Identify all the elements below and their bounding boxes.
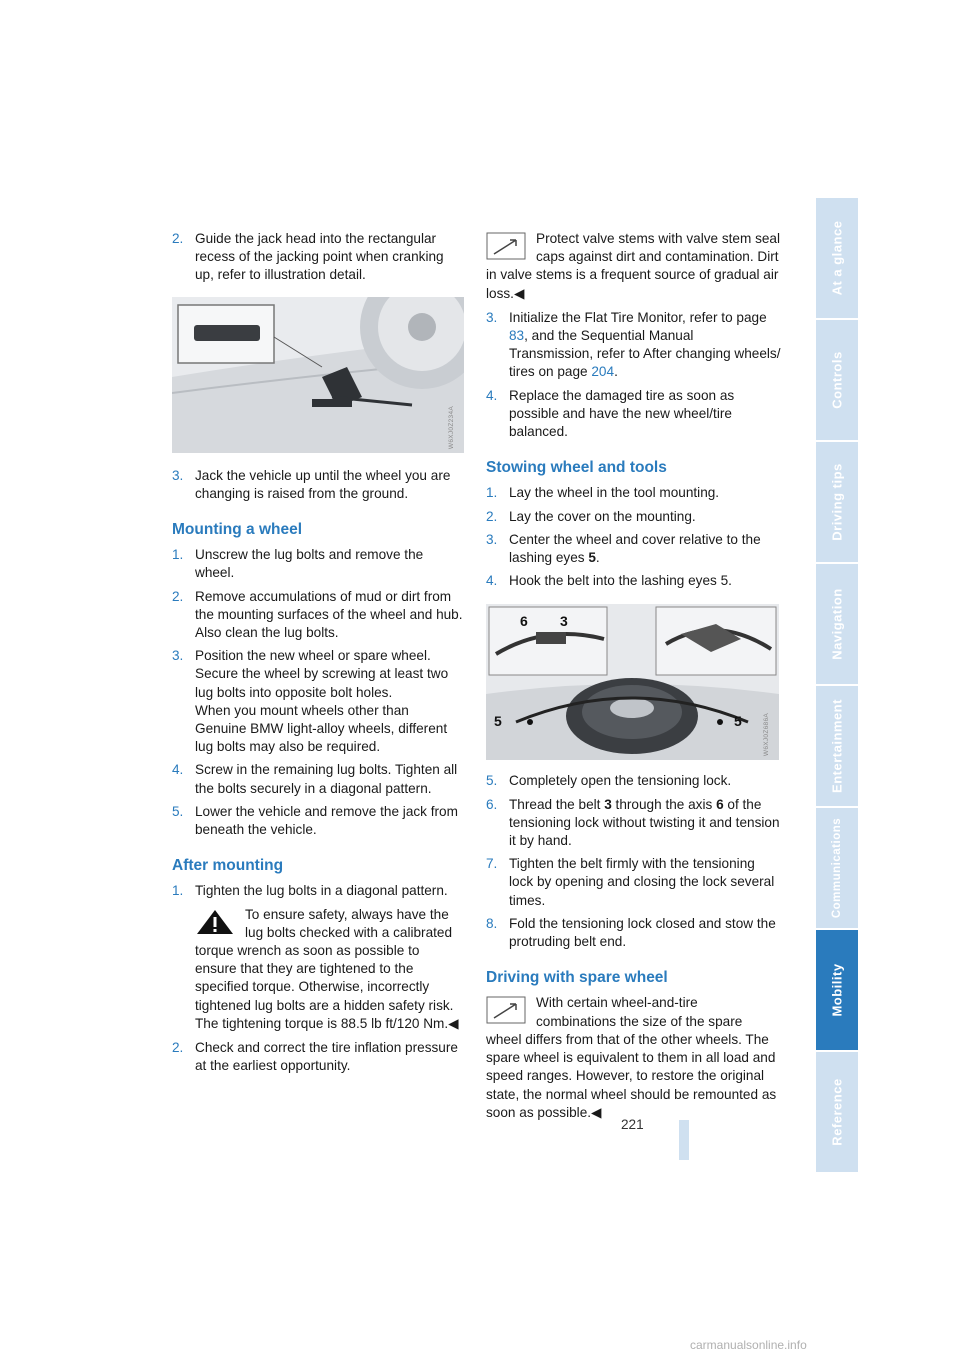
step-text: Jack the vehicle up until the wheel you are changing is raised from the ground. — [195, 467, 451, 501]
mount-step-4 — [172, 761, 464, 797]
mount-step-3 — [172, 647, 464, 756]
step-text: Remove accumulations of mud or dirt from the mounting surfaces of the wheel and hub. Also clean the lug bolts. — [195, 588, 463, 641]
page-number: 221 — [621, 1117, 644, 1132]
step-number: 4. — [486, 573, 498, 589]
tab-reference[interactable] — [816, 1052, 858, 1174]
step-number: 3. — [172, 648, 184, 664]
tab-label: Navigation — [829, 588, 845, 660]
warning-text: To ensure safety, always have the lug bolts checked with a calibrated torque wrench as soon as possible to ensure that they are tightened to the specified torque. Otherwise, incorrectly tightened lug bolts are a hidden safety risk. The tightening torque is 88.5 lb ft/120 Nm.◀ — [195, 906, 459, 1031]
mounting-heading: Mounting a wheel — [172, 521, 303, 539]
right-column — [486, 230, 781, 1128]
step-number: 2. — [486, 508, 498, 524]
step-text-extra: When you mount wheels other than Genuine BMW light-alloy wheels, different lug bolts may also be required. — [195, 702, 448, 755]
note-text: With certain wheel-and-tire combinations the size of the spare wheel differs from that of the other wheels. The spare wheel is equivalent to them in all load and speed ranges. However, to restore the original state, the normal wheel should be remounted as soon as possible.◀ — [486, 995, 777, 1120]
spare-wheel-note — [486, 994, 781, 1121]
tab-label: Entertainment — [829, 699, 845, 793]
tab-label: At a glance — [829, 220, 845, 296]
safety-warning — [195, 906, 464, 1033]
figure-code: W6XJ0Z234A — [447, 405, 455, 449]
tab-mobility[interactable] — [816, 930, 858, 1052]
step-number: 2. — [172, 231, 184, 246]
tab-label: Reference — [829, 1078, 845, 1146]
spare-wheel-illustration — [486, 604, 779, 760]
tension-step-8 — [486, 915, 781, 951]
after-mounting-heading: After mounting — [172, 857, 284, 875]
jack-illustration-svg — [172, 297, 464, 453]
step-text — [195, 647, 464, 756]
mount-step-2 — [172, 588, 464, 643]
chapter-sidebar — [816, 198, 858, 1174]
spare-wheel-svg — [486, 604, 779, 760]
step-text: Completely open the tensioning lock. — [509, 773, 732, 789]
note-text: Protect valve stems with valve stem seal caps against dirt and contamination. Dirt in valve stems is a frequent source of gradual air loss.◀ — [486, 231, 781, 301]
text-part: Thread the belt — [509, 796, 605, 812]
step-text: Fold the tensioning lock closed and stow the protruding belt end. — [509, 915, 776, 950]
watermark-text: carmanualsonline.info — [690, 1338, 807, 1352]
mount-step-1 — [172, 546, 464, 582]
page-number-bar — [679, 1120, 689, 1160]
step-text: Replace the damaged tire as soon as possible and have the new wheel/tire balanced. — [509, 387, 735, 440]
text-part: . — [595, 550, 600, 566]
step-number: 4. — [172, 762, 184, 778]
tab-label: Communications — [831, 817, 843, 919]
spare-wheel-heading: Driving with spare wheel — [486, 969, 668, 987]
text-part: of the tensioning lock without twisting it and tension it by hand. — [509, 796, 780, 849]
step-text: Hook the belt into the lashing eyes 5. — [509, 573, 732, 589]
tab-entertainment[interactable] — [816, 686, 858, 808]
tension-step-6 — [486, 796, 781, 851]
left-column — [172, 230, 464, 1081]
step-text — [509, 309, 781, 382]
step-number: 8. — [486, 915, 498, 931]
label-6: 6 — [520, 613, 528, 630]
step-number: 2. — [172, 588, 184, 604]
text-part: Initialize the Flat Tire Monitor, refer to page — [509, 309, 767, 325]
step-text: Lay the wheel in the tool mounting. — [509, 485, 720, 501]
warning-triangle-icon — [195, 908, 235, 936]
jack-illustration — [172, 297, 464, 453]
stow-step-1 — [486, 484, 781, 502]
step-number: 3. — [486, 531, 498, 547]
bold-ref: 3 — [604, 796, 612, 812]
label-3: 3 — [560, 613, 568, 630]
step-number: 6. — [486, 796, 498, 812]
tab-label: Mobility — [829, 963, 845, 1017]
text-part: through the axis — [611, 796, 717, 812]
label-5-left: 5 — [494, 713, 502, 730]
step-text-main: Position the new wheel or spare wheel. Secure the wheel by screwing at least two lug bolts into opposite bolt holes. — [195, 648, 449, 700]
step-text: Lay the cover on the mounting. — [509, 508, 696, 524]
mount-step-5 — [172, 803, 464, 839]
step-number: 4. — [486, 387, 498, 403]
note-arrow-icon — [486, 232, 526, 260]
tab-driving-tips[interactable] — [816, 442, 858, 564]
jack-step-3 — [172, 467, 464, 503]
step-text: Unscrew the lug bolts and remove the wheel. — [195, 547, 424, 581]
stow-step-2 — [486, 508, 781, 526]
tab-at-a-glance[interactable] — [816, 198, 858, 320]
step-number: 3. — [172, 467, 184, 483]
tab-controls[interactable] — [816, 320, 858, 442]
bold-ref: 5 — [588, 550, 596, 566]
right-step-3 — [486, 309, 781, 382]
step-text: Lower the vehicle and remove the jack from beneath the vehicle. — [195, 803, 458, 838]
step-number: 1. — [172, 547, 184, 563]
jack-step-2 — [172, 230, 464, 285]
bold-ref: 6 — [716, 796, 724, 812]
step-number: 5. — [486, 773, 498, 789]
step-text — [509, 796, 781, 851]
tab-label: Driving tips — [829, 463, 845, 541]
tension-step-7 — [486, 855, 781, 910]
stow-step-4 — [486, 572, 781, 590]
step-text: Screw in the remaining lug bolts. Tighten all the bolts securely in a diagonal pattern. — [195, 762, 458, 796]
right-step-4 — [486, 387, 781, 442]
figure-code: W6XJ0Z686A — [762, 713, 770, 757]
step-number: 1. — [486, 485, 498, 501]
step-number: 7. — [486, 856, 498, 872]
stowing-heading: Stowing wheel and tools — [486, 459, 667, 477]
step-number: 3. — [486, 309, 498, 325]
tab-navigation[interactable] — [816, 564, 858, 686]
step-number: 5. — [172, 803, 184, 819]
tab-communications[interactable] — [816, 808, 858, 930]
label-5-right: 5 — [734, 713, 742, 730]
step-text: Check and correct the tire inflation pressure at the earliest opportunity. — [195, 1040, 458, 1074]
valve-note — [486, 230, 781, 303]
step-number: 1. — [172, 883, 184, 899]
text-part: Center the wheel and cover relative to the lashing eyes — [509, 531, 761, 566]
step-text: Tighten the lug bolts in a diagonal pattern. — [195, 883, 448, 899]
step-number: 2. — [172, 1040, 184, 1056]
step-text: Tighten the belt firmly with the tensioning lock by opening and closing the lock several times. — [509, 856, 775, 908]
after-step-2 — [172, 1039, 464, 1075]
text-part: . — [614, 364, 618, 380]
step-text — [509, 531, 781, 567]
note-arrow-icon — [486, 996, 526, 1024]
text-part: , and the Sequential Manual Transmission, refer to After changing wheels/ tires on page — [509, 328, 781, 380]
after-step-1 — [172, 882, 464, 900]
page-link-83[interactable]: 83 — [509, 328, 525, 344]
tab-label: Controls — [829, 351, 845, 409]
step-text: Guide the jack head into the rectangular recess of the jacking point when cranking up, refer to illustration detail. — [195, 231, 444, 283]
stow-step-3 — [486, 531, 781, 567]
page-link-204[interactable]: 204 — [591, 364, 615, 380]
tension-step-5 — [486, 772, 781, 790]
